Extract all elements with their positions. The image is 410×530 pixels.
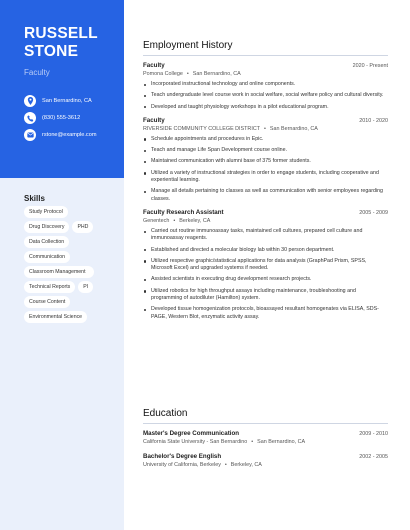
list-item: Teach undergraduate level course work in social welfare, social welfare policy and cultural diversity. bbox=[143, 92, 388, 99]
list-item: Established and directed a molecular biology lab within 30 person department. bbox=[143, 247, 388, 254]
skill-chip: Environmental Science bbox=[24, 311, 87, 323]
job-location: Berkeley, CA bbox=[179, 217, 211, 224]
list-item: Utilized robotics for high throughput assays including maintenance, troubleshooting and programming of autodiluter (Hamilton) system. bbox=[143, 288, 388, 303]
contact-phone bbox=[24, 111, 80, 125]
contact-email bbox=[24, 128, 97, 142]
school-name: California State University - San Bernardino bbox=[143, 439, 248, 445]
job-org: RIVERSIDE COMMUNITY COLLEGE DISTRICT bbox=[143, 125, 261, 132]
employment-section bbox=[143, 40, 388, 327]
job-org-line: Pomona College • San Bernardino, CA bbox=[143, 71, 241, 77]
list-item: Assisted scientists in executing drug development research projects. bbox=[143, 276, 388, 283]
candidate-role: Faculty bbox=[24, 68, 50, 77]
education-entry bbox=[143, 453, 388, 468]
skill-chip: Data Collection bbox=[24, 236, 69, 248]
skills-heading: Skills bbox=[24, 194, 45, 203]
job-title: Faculty bbox=[143, 62, 165, 69]
education-heading: Education bbox=[143, 408, 188, 419]
job-dates: 2010 - 2020 bbox=[359, 117, 388, 124]
skill-chip: Course Content bbox=[24, 296, 70, 308]
education-section bbox=[143, 408, 388, 476]
location-text: San Bernardino, CA bbox=[42, 98, 92, 104]
job-dates: 2020 - Present bbox=[352, 63, 388, 69]
job-entry bbox=[143, 209, 388, 321]
list-item: Developed and taught physiology workshops in a pilot educational program. bbox=[143, 104, 388, 111]
phone-text[interactable]: (830) 555-3612 bbox=[42, 115, 81, 121]
section-divider bbox=[143, 55, 388, 56]
list-item: Manage all details pertaining to classes as well as communication with senior employees regarding classes. bbox=[143, 188, 388, 203]
job-dates: 2005 - 2009 bbox=[359, 209, 388, 216]
degree-title: Bachelor's Degree English bbox=[143, 453, 222, 460]
section-divider bbox=[143, 423, 388, 424]
job-title: Faculty bbox=[143, 116, 165, 124]
list-item: Carried out routine immunoassay tasks, maintained cell cultures, prepared cell culture and immunoassay reagents. bbox=[143, 228, 388, 243]
skill-chip: Classroom Management bbox=[24, 266, 94, 278]
degree-title: Master's Degree Communication bbox=[143, 430, 240, 437]
job-location: San Bernardino, CA bbox=[269, 125, 318, 132]
email-text[interactable]: rstone@example.com bbox=[42, 132, 97, 138]
list-item: Developed tissue homogenization protocols, bioassayed resultant homogenates via ELISA, SDS- PAGE, Western Blot, enzymatic activity assay. bbox=[143, 306, 388, 321]
school-line: University of California, Berkeley • Berkeley, CA bbox=[143, 462, 262, 468]
skill-chip: PHD bbox=[72, 221, 93, 233]
employment-heading: Employment History bbox=[143, 40, 233, 51]
candidate-name: RUSSELL STONE bbox=[24, 25, 98, 60]
list-item: Utilized a variety of instructional strategies in order to engage students, including cooperative and experiential learning. bbox=[143, 170, 388, 185]
contact-location bbox=[24, 94, 92, 108]
skill-chip: Communication bbox=[24, 251, 70, 263]
job-location: San Bernardino, CA bbox=[192, 71, 241, 77]
list-item: Schedule appointments and procedures in Epic. bbox=[143, 136, 388, 143]
education-entry bbox=[143, 430, 388, 445]
job-bullets bbox=[143, 228, 388, 321]
school-location: San Bernardino, CA bbox=[257, 439, 306, 445]
skills-list bbox=[24, 206, 98, 323]
job-bullets bbox=[143, 136, 388, 203]
list-item: Maintained communication with alumni base of 375 former students. bbox=[143, 158, 388, 165]
skill-chip: Study Protocol bbox=[24, 206, 68, 218]
skill-chip: Technical Reports bbox=[24, 281, 75, 293]
job-entry bbox=[143, 117, 388, 203]
school-location: Berkeley, CA bbox=[230, 462, 262, 468]
job-bullets bbox=[143, 81, 388, 111]
skill-chip: PI bbox=[78, 281, 93, 293]
school-line: California State University - San Bernardino • San Bernardino, CA bbox=[143, 439, 306, 445]
job-org: Pomona College bbox=[143, 71, 183, 77]
job-entry bbox=[143, 62, 388, 111]
sidebar bbox=[0, 0, 124, 530]
skill-chip: Drug Discovery bbox=[24, 221, 69, 233]
job-org: Genentech bbox=[143, 217, 170, 224]
job-org-line: Genentech • Berkeley, CA bbox=[143, 217, 211, 224]
sidebar-header bbox=[0, 0, 124, 178]
education-dates: 2002 - 2005 bbox=[359, 454, 388, 460]
location-pin-icon bbox=[24, 95, 36, 107]
education-dates: 2009 - 2010 bbox=[359, 431, 388, 437]
school-name: University of California, Berkeley bbox=[143, 462, 221, 468]
list-item: Incorporated instructional technology and online components. bbox=[143, 81, 388, 88]
job-title: Faculty Research Assistant bbox=[143, 208, 224, 216]
list-item: Teach and manage Life Span Development course online. bbox=[143, 147, 388, 154]
envelope-icon bbox=[24, 129, 36, 141]
list-item: Utilized respective graphic/statistical applications for data analysis (GraphPad Prism, SPSS, Microsoft Excel) and upgraded systems if needed. bbox=[143, 258, 388, 273]
job-org-line: RIVERSIDE COMMUNITY COLLEGE DISTRICT • San Bernardino, CA bbox=[143, 125, 318, 132]
phone-icon bbox=[24, 112, 36, 124]
